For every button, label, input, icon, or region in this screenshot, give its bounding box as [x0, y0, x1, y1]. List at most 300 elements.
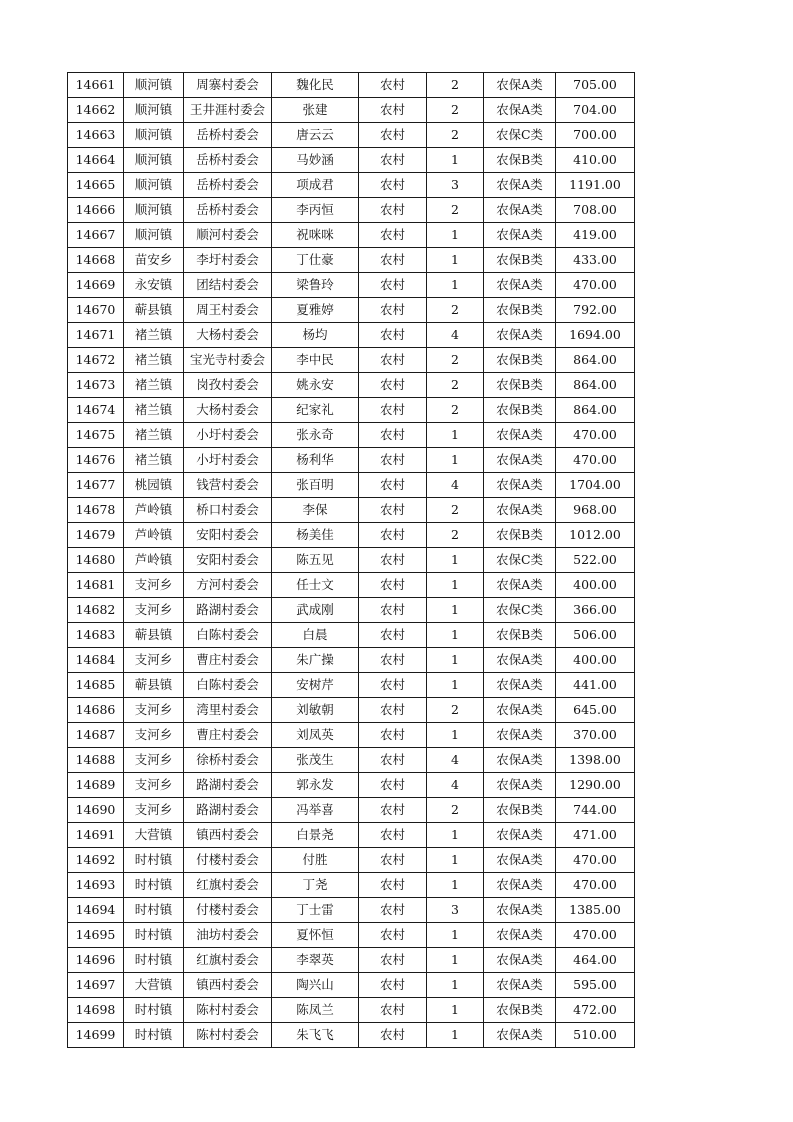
- household-type-cell: 农村: [359, 673, 427, 698]
- insurance-category-cell: 农保B类: [484, 523, 556, 548]
- record-number-cell: 14683: [68, 623, 124, 648]
- insurance-category-cell: 农保A类: [484, 1023, 556, 1048]
- table-row: [68, 523, 635, 548]
- name-cell: 李翠英: [272, 948, 359, 973]
- table-row: [68, 1023, 635, 1048]
- table-row: [68, 998, 635, 1023]
- amount-cell: 968.00: [556, 498, 635, 523]
- amount-cell: 645.00: [556, 698, 635, 723]
- township-cell: 褚兰镇: [124, 348, 184, 373]
- table-row: [68, 148, 635, 173]
- insurance-category-cell: 农保A类: [484, 698, 556, 723]
- table-row: [68, 648, 635, 673]
- amount-cell: 366.00: [556, 598, 635, 623]
- village-committee-cell: 付楼村委会: [184, 848, 272, 873]
- record-number-cell: 14694: [68, 898, 124, 923]
- amount-cell: 471.00: [556, 823, 635, 848]
- household-type-cell: 农村: [359, 998, 427, 1023]
- household-type-cell: 农村: [359, 973, 427, 998]
- record-number-cell: 14679: [68, 523, 124, 548]
- table-row: [68, 873, 635, 898]
- insurance-category-cell: 农保A类: [484, 223, 556, 248]
- household-type-cell: 农村: [359, 248, 427, 273]
- insurance-category-cell: 农保A类: [484, 723, 556, 748]
- village-committee-cell: 曹庄村委会: [184, 648, 272, 673]
- village-committee-cell: 团结村委会: [184, 273, 272, 298]
- amount-cell: 419.00: [556, 223, 635, 248]
- table-row: [68, 823, 635, 848]
- amount-cell: 506.00: [556, 623, 635, 648]
- village-committee-cell: 付楼村委会: [184, 898, 272, 923]
- township-cell: 时村镇: [124, 948, 184, 973]
- insurance-category-cell: 农保C类: [484, 598, 556, 623]
- table-row: [68, 98, 635, 123]
- record-number-cell: 14684: [68, 648, 124, 673]
- household-type-cell: 农村: [359, 823, 427, 848]
- table-row: [68, 248, 635, 273]
- table-row: [68, 298, 635, 323]
- household-type-cell: 农村: [359, 548, 427, 573]
- record-number-cell: 14681: [68, 573, 124, 598]
- household-size-cell: 2: [427, 73, 484, 98]
- name-cell: 郭永发: [272, 773, 359, 798]
- township-cell: 芦岭镇: [124, 548, 184, 573]
- village-committee-cell: 油坊村委会: [184, 923, 272, 948]
- amount-cell: 510.00: [556, 1023, 635, 1048]
- record-number-cell: 14664: [68, 148, 124, 173]
- township-cell: 时村镇: [124, 1023, 184, 1048]
- insurance-category-cell: 农保C类: [484, 548, 556, 573]
- name-cell: 杨利华: [272, 448, 359, 473]
- household-type-cell: 农村: [359, 748, 427, 773]
- household-type-cell: 农村: [359, 423, 427, 448]
- village-committee-cell: 镇西村委会: [184, 823, 272, 848]
- household-type-cell: 农村: [359, 598, 427, 623]
- township-cell: 蕲县镇: [124, 298, 184, 323]
- household-size-cell: 2: [427, 498, 484, 523]
- household-size-cell: 2: [427, 373, 484, 398]
- amount-cell: 400.00: [556, 573, 635, 598]
- insurance-category-cell: 农保B类: [484, 398, 556, 423]
- household-size-cell: 2: [427, 298, 484, 323]
- township-cell: 顺河镇: [124, 223, 184, 248]
- name-cell: 任士文: [272, 573, 359, 598]
- table-body: [68, 73, 635, 1048]
- household-type-cell: 农村: [359, 323, 427, 348]
- township-cell: 芦岭镇: [124, 523, 184, 548]
- name-cell: 夏怀恒: [272, 923, 359, 948]
- insurance-category-cell: 农保A类: [484, 448, 556, 473]
- township-cell: 褚兰镇: [124, 423, 184, 448]
- household-size-cell: 1: [427, 923, 484, 948]
- insurance-category-cell: 农保A类: [484, 648, 556, 673]
- amount-cell: 400.00: [556, 648, 635, 673]
- assistance-roster-table: [67, 72, 635, 1048]
- village-committee-cell: 湾里村委会: [184, 698, 272, 723]
- village-committee-cell: 宝光寺村委会: [184, 348, 272, 373]
- amount-cell: 470.00: [556, 873, 635, 898]
- township-cell: 大营镇: [124, 973, 184, 998]
- amount-cell: 1191.00: [556, 173, 635, 198]
- name-cell: 张茂生: [272, 748, 359, 773]
- table-row: [68, 198, 635, 223]
- table-row: [68, 423, 635, 448]
- household-size-cell: 1: [427, 873, 484, 898]
- name-cell: 唐云云: [272, 123, 359, 148]
- household-type-cell: 农村: [359, 648, 427, 673]
- name-cell: 白景尧: [272, 823, 359, 848]
- household-type-cell: 农村: [359, 73, 427, 98]
- amount-cell: 704.00: [556, 98, 635, 123]
- amount-cell: 410.00: [556, 148, 635, 173]
- village-committee-cell: 小圩村委会: [184, 448, 272, 473]
- township-cell: 时村镇: [124, 998, 184, 1023]
- township-cell: 支河乡: [124, 723, 184, 748]
- table-row: [68, 698, 635, 723]
- village-committee-cell: 镇西村委会: [184, 973, 272, 998]
- household-type-cell: 农村: [359, 148, 427, 173]
- household-type-cell: 农村: [359, 923, 427, 948]
- township-cell: 支河乡: [124, 798, 184, 823]
- household-size-cell: 2: [427, 123, 484, 148]
- insurance-category-cell: 农保A类: [484, 73, 556, 98]
- household-size-cell: 1: [427, 223, 484, 248]
- table-row: [68, 948, 635, 973]
- table-row: [68, 373, 635, 398]
- household-size-cell: 2: [427, 198, 484, 223]
- record-number-cell: 14670: [68, 298, 124, 323]
- record-number-cell: 14691: [68, 823, 124, 848]
- amount-cell: 470.00: [556, 273, 635, 298]
- amount-cell: 1385.00: [556, 898, 635, 923]
- table-row: [68, 773, 635, 798]
- township-cell: 芦岭镇: [124, 498, 184, 523]
- insurance-category-cell: 农保A类: [484, 198, 556, 223]
- village-committee-cell: 李圩村委会: [184, 248, 272, 273]
- village-committee-cell: 岳桥村委会: [184, 123, 272, 148]
- insurance-category-cell: 农保B类: [484, 798, 556, 823]
- household-size-cell: 4: [427, 773, 484, 798]
- household-size-cell: 1: [427, 423, 484, 448]
- table-row: [68, 848, 635, 873]
- insurance-category-cell: 农保A类: [484, 323, 556, 348]
- household-size-cell: 2: [427, 798, 484, 823]
- record-number-cell: 14665: [68, 173, 124, 198]
- table-row: [68, 623, 635, 648]
- household-size-cell: 1: [427, 823, 484, 848]
- household-type-cell: 农村: [359, 448, 427, 473]
- record-number-cell: 14698: [68, 998, 124, 1023]
- household-type-cell: 农村: [359, 948, 427, 973]
- name-cell: 魏化民: [272, 73, 359, 98]
- record-number-cell: 14676: [68, 448, 124, 473]
- table-row: [68, 548, 635, 573]
- household-size-cell: 1: [427, 273, 484, 298]
- name-cell: 梁鲁玲: [272, 273, 359, 298]
- insurance-category-cell: 农保C类: [484, 123, 556, 148]
- household-size-cell: 1: [427, 948, 484, 973]
- household-type-cell: 农村: [359, 348, 427, 373]
- name-cell: 张百明: [272, 473, 359, 498]
- record-number-cell: 14671: [68, 323, 124, 348]
- insurance-category-cell: 农保A类: [484, 973, 556, 998]
- village-committee-cell: 红旗村委会: [184, 948, 272, 973]
- village-committee-cell: 大杨村委会: [184, 323, 272, 348]
- village-committee-cell: 徐桥村委会: [184, 748, 272, 773]
- table-row: [68, 173, 635, 198]
- name-cell: 祝咪咪: [272, 223, 359, 248]
- name-cell: 白晨: [272, 623, 359, 648]
- record-number-cell: 14699: [68, 1023, 124, 1048]
- village-committee-cell: 岳桥村委会: [184, 148, 272, 173]
- amount-cell: 705.00: [556, 73, 635, 98]
- village-committee-cell: 岗孜村委会: [184, 373, 272, 398]
- insurance-category-cell: 农保A类: [484, 923, 556, 948]
- household-size-cell: 2: [427, 348, 484, 373]
- township-cell: 顺河镇: [124, 73, 184, 98]
- amount-cell: 441.00: [556, 673, 635, 698]
- township-cell: 蕲县镇: [124, 673, 184, 698]
- amount-cell: 470.00: [556, 923, 635, 948]
- village-committee-cell: 小圩村委会: [184, 423, 272, 448]
- amount-cell: 1704.00: [556, 473, 635, 498]
- amount-cell: 708.00: [556, 198, 635, 223]
- record-number-cell: 14687: [68, 723, 124, 748]
- record-number-cell: 14666: [68, 198, 124, 223]
- table-row: [68, 673, 635, 698]
- township-cell: 褚兰镇: [124, 373, 184, 398]
- insurance-category-cell: 农保A类: [484, 873, 556, 898]
- table-row: [68, 473, 635, 498]
- township-cell: 支河乡: [124, 698, 184, 723]
- name-cell: 丁士雷: [272, 898, 359, 923]
- record-number-cell: 14682: [68, 598, 124, 623]
- village-committee-cell: 路湖村委会: [184, 598, 272, 623]
- name-cell: 刘凤英: [272, 723, 359, 748]
- record-number-cell: 14675: [68, 423, 124, 448]
- name-cell: 付胜: [272, 848, 359, 873]
- household-type-cell: 农村: [359, 98, 427, 123]
- record-number-cell: 14672: [68, 348, 124, 373]
- village-committee-cell: 周王村委会: [184, 298, 272, 323]
- household-size-cell: 4: [427, 473, 484, 498]
- township-cell: 顺河镇: [124, 198, 184, 223]
- insurance-category-cell: 农保A类: [484, 748, 556, 773]
- record-number-cell: 14667: [68, 223, 124, 248]
- household-type-cell: 农村: [359, 848, 427, 873]
- table-row: [68, 748, 635, 773]
- record-number-cell: 14662: [68, 98, 124, 123]
- name-cell: 杨美佳: [272, 523, 359, 548]
- insurance-category-cell: 农保B类: [484, 248, 556, 273]
- amount-cell: 470.00: [556, 848, 635, 873]
- name-cell: 武成刚: [272, 598, 359, 623]
- table-row: [68, 723, 635, 748]
- village-committee-cell: 白陈村委会: [184, 673, 272, 698]
- name-cell: 朱飞飞: [272, 1023, 359, 1048]
- amount-cell: 1290.00: [556, 773, 635, 798]
- amount-cell: 1398.00: [556, 748, 635, 773]
- name-cell: 李丙恒: [272, 198, 359, 223]
- record-number-cell: 14677: [68, 473, 124, 498]
- table-row: [68, 348, 635, 373]
- record-number-cell: 14685: [68, 673, 124, 698]
- township-cell: 时村镇: [124, 848, 184, 873]
- amount-cell: 700.00: [556, 123, 635, 148]
- table-row: [68, 498, 635, 523]
- record-number-cell: 14692: [68, 848, 124, 873]
- record-number-cell: 14669: [68, 273, 124, 298]
- amount-cell: 864.00: [556, 373, 635, 398]
- table-row: [68, 798, 635, 823]
- table-row: [68, 123, 635, 148]
- name-cell: 朱广操: [272, 648, 359, 673]
- village-committee-cell: 王井涯村委会: [184, 98, 272, 123]
- household-size-cell: 1: [427, 623, 484, 648]
- village-committee-cell: 岳桥村委会: [184, 198, 272, 223]
- record-number-cell: 14668: [68, 248, 124, 273]
- amount-cell: 864.00: [556, 398, 635, 423]
- village-committee-cell: 路湖村委会: [184, 798, 272, 823]
- township-cell: 桃园镇: [124, 473, 184, 498]
- township-cell: 苗安乡: [124, 248, 184, 273]
- village-committee-cell: 路湖村委会: [184, 773, 272, 798]
- insurance-category-cell: 农保A类: [484, 473, 556, 498]
- table-row: [68, 398, 635, 423]
- record-number-cell: 14689: [68, 773, 124, 798]
- name-cell: 丁尧: [272, 873, 359, 898]
- township-cell: 褚兰镇: [124, 398, 184, 423]
- record-number-cell: 14680: [68, 548, 124, 573]
- household-type-cell: 农村: [359, 698, 427, 723]
- amount-cell: 470.00: [556, 423, 635, 448]
- household-size-cell: 2: [427, 398, 484, 423]
- township-cell: 顺河镇: [124, 123, 184, 148]
- township-cell: 蕲县镇: [124, 623, 184, 648]
- household-size-cell: 1: [427, 573, 484, 598]
- table-row: [68, 73, 635, 98]
- household-size-cell: 4: [427, 748, 484, 773]
- village-committee-cell: 钱营村委会: [184, 473, 272, 498]
- household-size-cell: 2: [427, 98, 484, 123]
- household-type-cell: 农村: [359, 773, 427, 798]
- record-number-cell: 14690: [68, 798, 124, 823]
- village-committee-cell: 陈村村委会: [184, 1023, 272, 1048]
- household-type-cell: 农村: [359, 473, 427, 498]
- township-cell: 支河乡: [124, 648, 184, 673]
- household-type-cell: 农村: [359, 498, 427, 523]
- village-committee-cell: 安阳村委会: [184, 523, 272, 548]
- name-cell: 张建: [272, 98, 359, 123]
- household-type-cell: 农村: [359, 898, 427, 923]
- village-committee-cell: 顺河村委会: [184, 223, 272, 248]
- household-type-cell: 农村: [359, 873, 427, 898]
- household-type-cell: 农村: [359, 1023, 427, 1048]
- name-cell: 冯举喜: [272, 798, 359, 823]
- household-size-cell: 2: [427, 523, 484, 548]
- insurance-category-cell: 农保A类: [484, 98, 556, 123]
- table-row: [68, 448, 635, 473]
- insurance-category-cell: 农保A类: [484, 948, 556, 973]
- village-committee-cell: 岳桥村委会: [184, 173, 272, 198]
- village-committee-cell: 红旗村委会: [184, 873, 272, 898]
- household-type-cell: 农村: [359, 723, 427, 748]
- insurance-category-cell: 农保A类: [484, 173, 556, 198]
- insurance-category-cell: 农保B类: [484, 998, 556, 1023]
- household-type-cell: 农村: [359, 223, 427, 248]
- name-cell: 安树芹: [272, 673, 359, 698]
- household-size-cell: 1: [427, 1023, 484, 1048]
- village-committee-cell: 陈村村委会: [184, 998, 272, 1023]
- name-cell: 项成君: [272, 173, 359, 198]
- insurance-category-cell: 农保A类: [484, 898, 556, 923]
- name-cell: 姚永安: [272, 373, 359, 398]
- amount-cell: 370.00: [556, 723, 635, 748]
- household-type-cell: 农村: [359, 373, 427, 398]
- household-type-cell: 农村: [359, 573, 427, 598]
- household-size-cell: 1: [427, 973, 484, 998]
- name-cell: 丁仕豪: [272, 248, 359, 273]
- name-cell: 陈凤兰: [272, 998, 359, 1023]
- household-type-cell: 农村: [359, 273, 427, 298]
- household-size-cell: 1: [427, 648, 484, 673]
- village-committee-cell: 大杨村委会: [184, 398, 272, 423]
- name-cell: 马妙涵: [272, 148, 359, 173]
- household-type-cell: 农村: [359, 298, 427, 323]
- insurance-category-cell: 农保A类: [484, 823, 556, 848]
- township-cell: 褚兰镇: [124, 323, 184, 348]
- insurance-category-cell: 农保A类: [484, 673, 556, 698]
- township-cell: 顺河镇: [124, 148, 184, 173]
- village-committee-cell: 安阳村委会: [184, 548, 272, 573]
- table-row: [68, 323, 635, 348]
- table-row: [68, 273, 635, 298]
- household-size-cell: 1: [427, 673, 484, 698]
- household-size-cell: 3: [427, 898, 484, 923]
- household-size-cell: 1: [427, 448, 484, 473]
- household-type-cell: 农村: [359, 398, 427, 423]
- name-cell: 夏雅婷: [272, 298, 359, 323]
- name-cell: 陈五见: [272, 548, 359, 573]
- household-size-cell: 1: [427, 598, 484, 623]
- table-row: [68, 598, 635, 623]
- household-size-cell: 1: [427, 148, 484, 173]
- township-cell: 顺河镇: [124, 98, 184, 123]
- record-number-cell: 14693: [68, 873, 124, 898]
- household-size-cell: 1: [427, 723, 484, 748]
- township-cell: 时村镇: [124, 923, 184, 948]
- record-number-cell: 14697: [68, 973, 124, 998]
- township-cell: 永安镇: [124, 273, 184, 298]
- record-number-cell: 14663: [68, 123, 124, 148]
- insurance-category-cell: 农保B类: [484, 148, 556, 173]
- household-size-cell: 4: [427, 323, 484, 348]
- insurance-category-cell: 农保A类: [484, 498, 556, 523]
- village-committee-cell: 方河村委会: [184, 573, 272, 598]
- name-cell: 纪家礼: [272, 398, 359, 423]
- name-cell: 刘敏朝: [272, 698, 359, 723]
- name-cell: 张永奇: [272, 423, 359, 448]
- household-size-cell: 2: [427, 698, 484, 723]
- household-type-cell: 农村: [359, 123, 427, 148]
- amount-cell: 470.00: [556, 448, 635, 473]
- township-cell: 大营镇: [124, 823, 184, 848]
- amount-cell: 792.00: [556, 298, 635, 323]
- household-size-cell: 1: [427, 548, 484, 573]
- township-cell: 褚兰镇: [124, 448, 184, 473]
- name-cell: 李保: [272, 498, 359, 523]
- name-cell: 陶兴山: [272, 973, 359, 998]
